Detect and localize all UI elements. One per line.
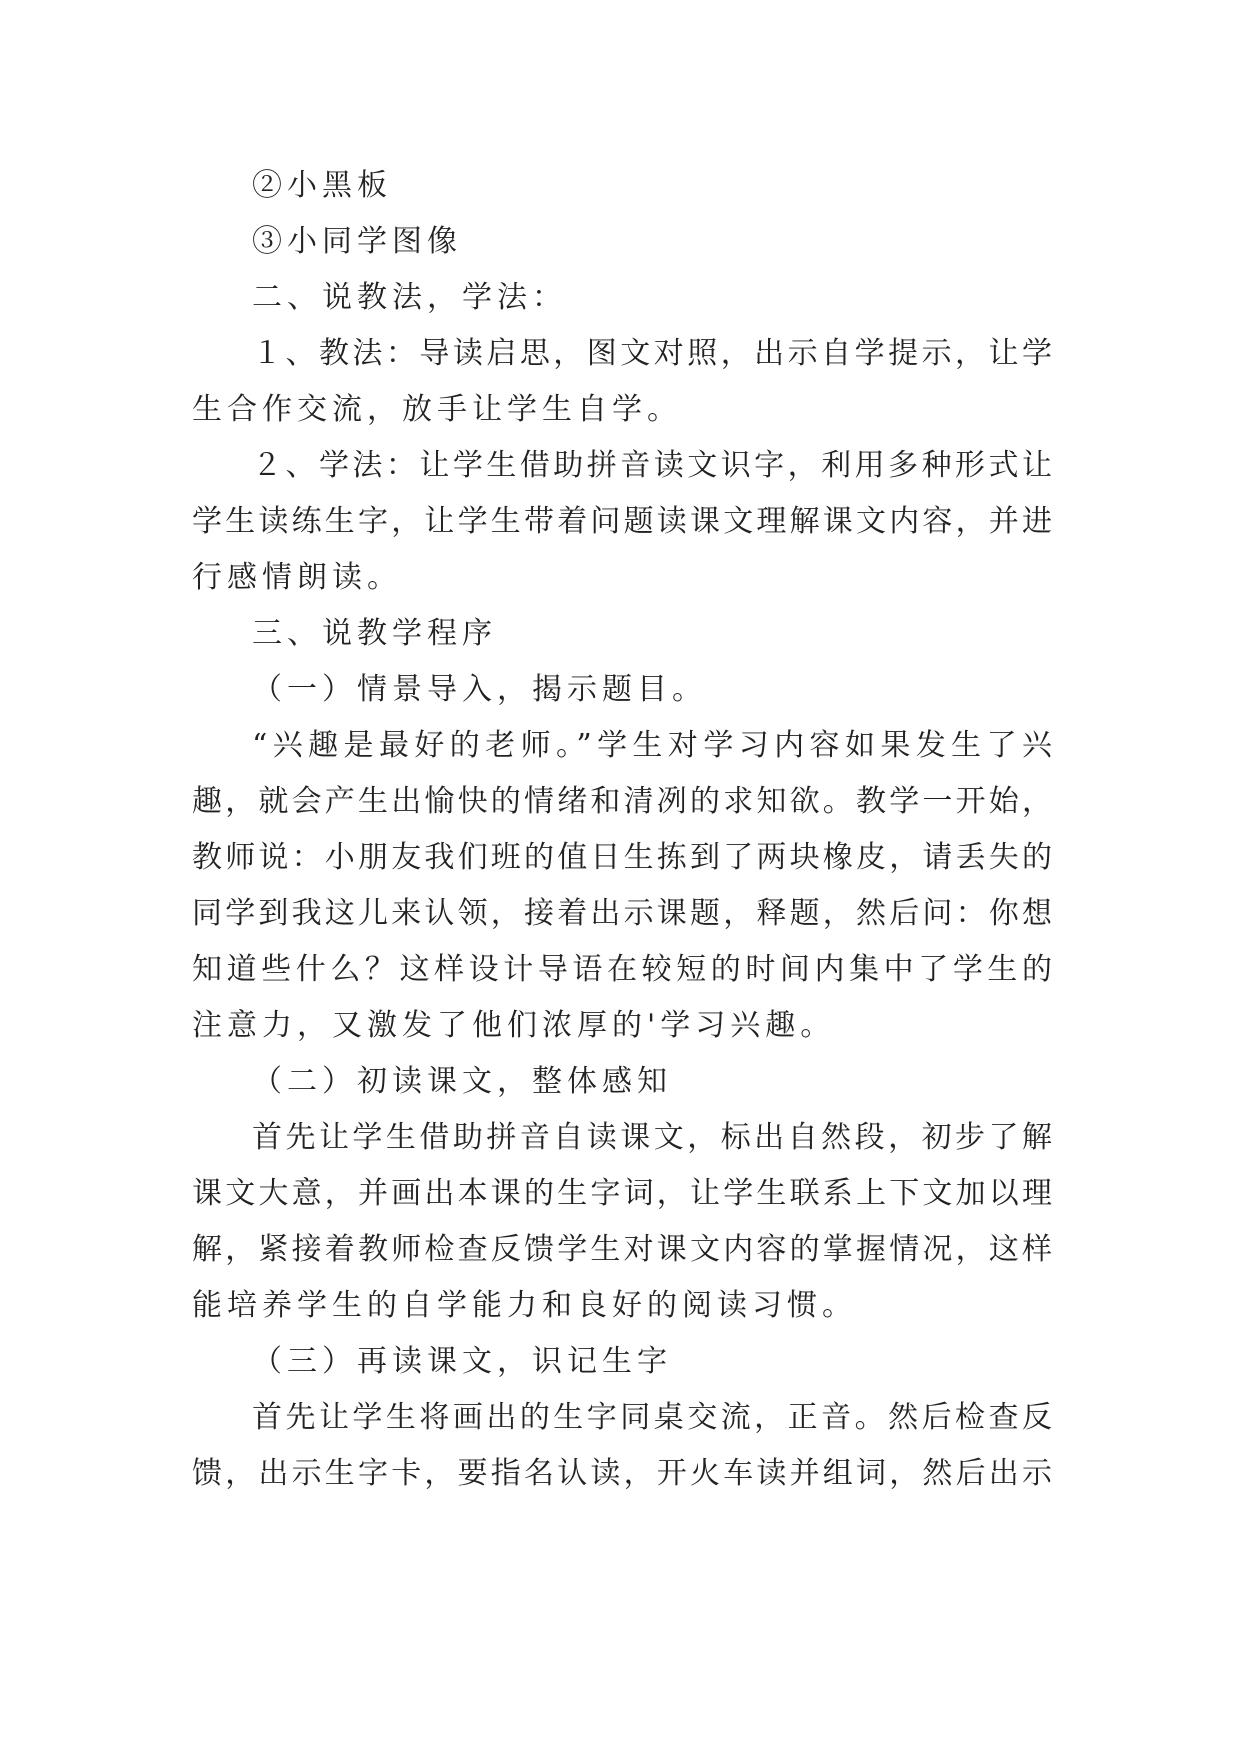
text-line: 解，紧接着教师检查反馈学生对课文内容的掌握情况，这样 — [192, 1232, 1052, 1267]
text-line: ②小黑板 — [252, 168, 392, 203]
subsection-heading: （一）情景导入，揭示题目。 — [252, 672, 707, 707]
text-line: 馈，出示生字卡，要指名认读，开火车读并组词，然后出示 — [192, 1456, 1052, 1491]
text-line: ２、学法：让学生借助拼音读文识字，利用多种形式让 — [252, 448, 1052, 483]
text-line: 首先让学生将画出的生字同桌交流，正音。然后检查反 — [252, 1400, 1052, 1435]
subsection-heading: （二）初读课文，整体感知 — [252, 1064, 672, 1099]
text-line: 行感情朗读。 — [192, 560, 402, 595]
text-line: 同学到我这儿来认领，接着出示课题，释题，然后问：你想 — [192, 896, 1052, 931]
text-line: 教师说：小朋友我们班的值日生拣到了两块橡皮，请丢失的 — [192, 840, 1052, 875]
text-line: 趣，就会产生出愉快的情绪和清冽的求知欲。教学一开始， — [192, 784, 1052, 819]
text-line: 知道些什么？这样设计导语在较短的时间内集中了学生的 — [192, 952, 1052, 987]
section-heading: 二、说教法，学法： — [252, 280, 567, 315]
text-line: 课文大意，并画出本课的生字词，让学生联系上下文加以理 — [192, 1176, 1052, 1211]
section-heading: 三、说教学程序 — [252, 616, 497, 651]
text-line: “兴趣是最好的老师。”学生对学习内容如果发生了兴 — [252, 728, 1052, 763]
text-line: 能培养学生的自学能力和良好的阅读习惯。 — [192, 1288, 857, 1323]
text-line: 注意力，又激发了他们浓厚的'学习兴趣。 — [192, 1008, 836, 1043]
text-line: ③小同学图像 — [252, 224, 462, 259]
text-line: 学生读练生字，让学生带着问题读课文理解课文内容，并进 — [192, 504, 1052, 539]
text-line: 生合作交流，放手让学生自学。 — [192, 392, 682, 427]
subsection-heading: （三）再读课文，识记生字 — [252, 1344, 672, 1379]
text-line: １、教法：导读启思，图文对照，出示自学提示，让学 — [252, 336, 1052, 371]
text-line: 首先让学生借助拼音自读课文，标出自然段，初步了解 — [252, 1120, 1052, 1155]
